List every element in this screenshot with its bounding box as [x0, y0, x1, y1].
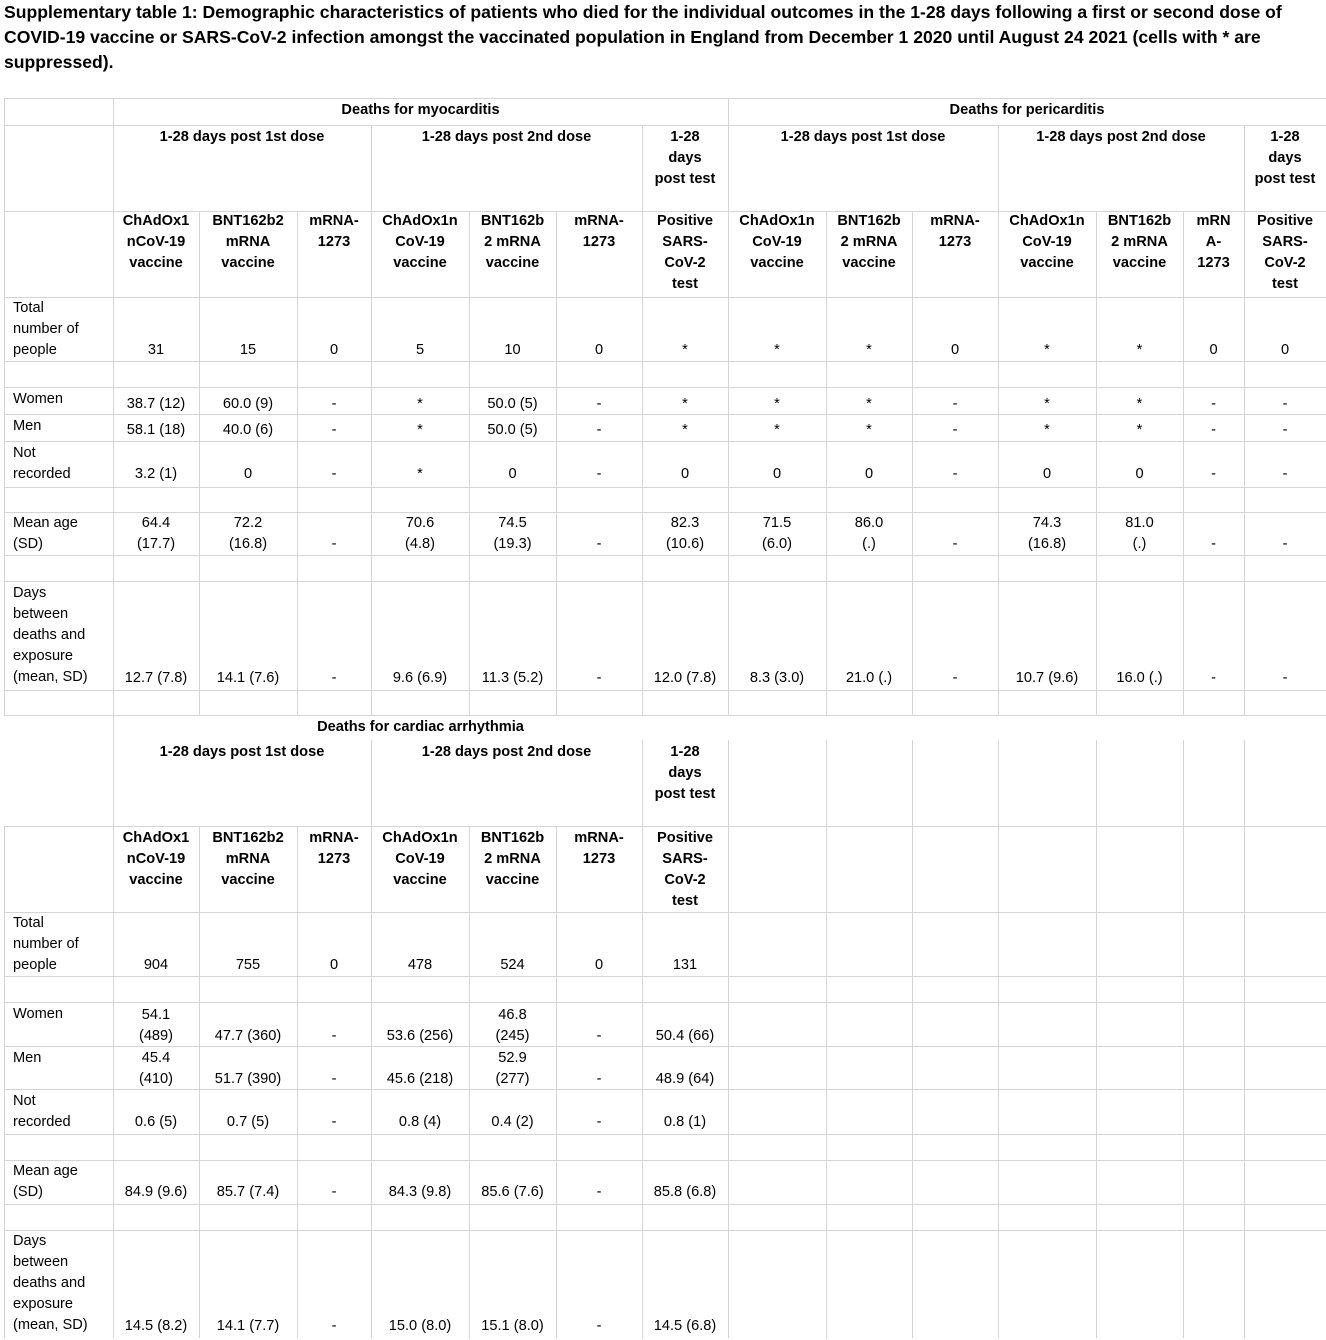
table-cell: 50.4 (66)	[655, 1028, 715, 1044]
grid-line	[469, 826, 470, 1338]
column-header: test	[1272, 276, 1298, 292]
column-header: ChAdOx1n	[382, 213, 458, 229]
column-header: 2 mRNA	[840, 234, 898, 250]
row-label: number of	[13, 321, 79, 337]
column-header: SARS-	[662, 851, 708, 867]
table-cell: (16.8)	[1027, 536, 1067, 552]
column-header: vaccine	[842, 255, 896, 271]
period-header: post test	[654, 786, 716, 802]
column-header: vaccine	[129, 255, 183, 271]
grid-line	[998, 740, 999, 1338]
table-cell: *	[1136, 342, 1143, 358]
table-cell: -	[596, 1071, 602, 1087]
table-cell: 0	[950, 342, 960, 358]
table-cell: 82.3	[670, 515, 700, 531]
table-cell: 16.0 (.)	[1116, 670, 1163, 686]
row-label: between	[13, 1254, 69, 1270]
period-header: 1-28 days post 2nd dose	[1036, 129, 1206, 145]
table-cell: 0	[508, 466, 517, 482]
column-header: Positive	[1257, 213, 1313, 229]
section-title-arrhythmia: Deaths for cardiac arrhythmia	[317, 719, 524, 735]
table-cell: *	[417, 466, 423, 482]
row-label: Men	[13, 1050, 42, 1066]
grid-line	[4, 125, 1326, 126]
grid-line	[728, 740, 729, 1338]
table-cell: *	[866, 342, 872, 358]
table-cell: (17.7)	[136, 536, 176, 552]
table-cell: -	[331, 1114, 337, 1130]
table-cell: -	[1211, 466, 1216, 482]
table-cell: 58.1 (18)	[126, 422, 186, 438]
table-cell: -	[331, 422, 337, 438]
table-cell: 0	[772, 466, 782, 482]
column-header: CoV-2	[664, 872, 706, 888]
grid-line	[4, 414, 1326, 415]
table-cell: *	[774, 422, 780, 438]
column-header: ChAdOx1	[122, 213, 190, 229]
column-header: test	[672, 893, 698, 909]
table-cell: 755	[235, 957, 261, 973]
grid-line	[4, 690, 1326, 691]
table-cell: 15.0 (8.0)	[388, 1318, 452, 1334]
grid-line	[4, 361, 1326, 362]
row-label: Days	[13, 585, 47, 601]
grid-line	[4, 1160, 1326, 1161]
table-cell: *	[417, 396, 423, 412]
grid-line	[826, 740, 827, 1338]
table-cell: 0	[1135, 466, 1144, 482]
table-cell: 3.2 (1)	[134, 466, 178, 482]
table-cell: -	[1211, 670, 1216, 686]
table-cell: *	[1136, 396, 1143, 412]
grid-line	[4, 581, 1326, 582]
column-header: 1273	[317, 234, 351, 250]
table-cell: *	[866, 396, 872, 412]
column-header: mRNA-	[930, 213, 980, 229]
table-cell: 0	[680, 466, 690, 482]
table-cell: -	[331, 670, 337, 686]
column-header: ChAdOx1	[122, 830, 190, 846]
column-header: SARS-	[1262, 234, 1308, 250]
table-cell: -	[1282, 536, 1288, 552]
row-label: Not	[13, 445, 36, 461]
row-label: exposure	[13, 648, 74, 664]
period-header: 1-28 days post 1st dose	[780, 129, 946, 145]
period-header: 1-28	[1270, 129, 1300, 145]
grid-line	[912, 740, 913, 1338]
table-cell: 5	[415, 342, 425, 358]
grid-line	[371, 125, 372, 715]
table-cell: -	[952, 466, 958, 482]
period-header: post test	[654, 171, 716, 187]
grid-line	[1244, 740, 1245, 1338]
column-header: BNT162b	[1107, 213, 1172, 229]
table-cell: -	[1211, 422, 1216, 438]
table-cell: 0	[329, 957, 339, 973]
grid-line	[469, 211, 470, 715]
column-header: BNT162b	[480, 830, 545, 846]
grid-line	[4, 1134, 1326, 1135]
grid-line	[1183, 740, 1184, 1338]
column-header: mRNA-	[309, 213, 359, 229]
grid-line	[826, 211, 827, 715]
table-cell: 12.0 (7.8)	[653, 670, 717, 686]
table-cell: *	[866, 422, 872, 438]
table-caption: Supplementary table 1: Demographic characteristics of patients who died for the individual outcomes in the 1-28 days following a first or second dose of COVID-19 vaccine or SARS-CoV-2 infection amongst the vaccinated population in England from December 1 2020 until August 24 2021 (cells with * are suppressed).	[4, 2, 1282, 72]
row-label: (mean, SD)	[13, 1317, 88, 1333]
table-cell: 9.6 (6.9)	[392, 670, 448, 686]
row-label: people	[13, 957, 57, 973]
column-header: vaccine	[393, 872, 447, 888]
table-cell: 0.8 (1)	[663, 1114, 707, 1130]
column-header: CoV-2	[1264, 255, 1306, 271]
table-cell: -	[596, 466, 602, 482]
column-header: 2 mRNA	[484, 851, 541, 867]
table-cell: -	[1282, 422, 1288, 438]
grid-line	[4, 826, 5, 1338]
table-cell: (410)	[138, 1071, 174, 1087]
table-cell: 21.0 (.)	[845, 670, 893, 686]
table-cell: 45.4	[141, 1050, 171, 1066]
row-label: deaths and	[13, 1275, 86, 1291]
column-header: CoV-2	[664, 255, 706, 271]
column-header: vaccine	[129, 872, 183, 888]
table-cell: 60.0 (9)	[222, 396, 274, 412]
column-header: Positive	[657, 213, 713, 229]
row-label: (SD)	[13, 536, 43, 552]
grid-line	[4, 1002, 1326, 1003]
column-header: A-	[1205, 234, 1222, 250]
row-label: exposure	[13, 1296, 74, 1312]
column-header: vaccine	[1112, 255, 1167, 271]
table-cell: -	[596, 396, 602, 412]
row-label: Mean age	[13, 515, 78, 531]
table-cell: 84.3 (9.8)	[388, 1184, 452, 1200]
column-header: ChAdOx1n	[1009, 213, 1085, 229]
table-cell: *	[774, 396, 780, 412]
row-label: Total	[13, 300, 44, 316]
grid-line	[1096, 211, 1097, 715]
table-cell: 48.9 (64)	[655, 1071, 715, 1087]
table-cell: 51.7 (390)	[214, 1071, 282, 1087]
table-cell: -	[331, 1184, 337, 1200]
row-label: Days	[13, 1233, 47, 1249]
grid-line	[4, 715, 1326, 716]
table-cell: *	[774, 342, 780, 358]
table-cell: (489)	[138, 1028, 174, 1044]
grid-line	[998, 125, 999, 715]
row-label: Women	[13, 391, 64, 407]
table-cell: (10.6)	[665, 536, 705, 552]
table-cell: *	[682, 342, 688, 358]
row-label: between	[13, 606, 69, 622]
table-cell: (245)	[495, 1028, 530, 1044]
grid-line	[642, 125, 643, 715]
table-cell: -	[1282, 396, 1288, 412]
table-cell: 31	[147, 342, 165, 358]
column-header: mRN	[1196, 213, 1231, 229]
table-cell: 131	[672, 957, 698, 973]
grid-line	[4, 976, 1326, 977]
table-cell: 64.4	[141, 515, 171, 531]
column-header: mRNA-	[574, 830, 624, 846]
period-header: 1-28 days post 2nd dose	[421, 129, 592, 145]
row-label: Mean age	[13, 1163, 78, 1179]
table-cell: -	[596, 1318, 602, 1334]
column-header: CoV-19	[395, 234, 445, 250]
table-cell: 14.5 (6.8)	[653, 1318, 717, 1334]
period-header: 1-28	[670, 744, 700, 760]
column-header: 2 mRNA	[484, 234, 541, 250]
column-header: vaccine	[221, 255, 275, 271]
table-cell: 8.3 (3.0)	[749, 670, 805, 686]
column-header: 1273	[317, 851, 351, 867]
table-cell: 15	[239, 342, 257, 358]
table-cell: -	[1282, 670, 1288, 686]
table-cell: -	[1211, 536, 1216, 552]
table-cell: 524	[500, 957, 525, 973]
grid-line	[912, 211, 913, 715]
table-cell: *	[1044, 396, 1050, 412]
table-cell: 81.0	[1125, 515, 1154, 531]
table-cell: *	[682, 396, 688, 412]
table-cell: -	[331, 396, 337, 412]
table-cell: (6.0)	[761, 536, 793, 552]
row-label: (SD)	[13, 1184, 43, 1200]
period-header: days	[668, 765, 702, 781]
column-header: CoV-19	[395, 851, 445, 867]
grid-line	[113, 98, 114, 715]
table-cell: 0	[1042, 466, 1052, 482]
table-cell: 0	[329, 342, 339, 358]
table-cell: (4.8)	[404, 536, 436, 552]
column-header: vaccine	[221, 872, 275, 888]
table-cell: -	[596, 1184, 602, 1200]
table-cell: 0	[1209, 342, 1218, 358]
period-header: post test	[1254, 171, 1316, 187]
column-header: 1273	[1197, 255, 1230, 271]
table-cell: 0	[243, 466, 253, 482]
table-cell: *	[1044, 422, 1050, 438]
row-label: (mean, SD)	[13, 669, 88, 685]
table-cell: 14.1 (7.6)	[216, 670, 280, 686]
grid-line	[4, 297, 1326, 298]
table-cell: 52.9	[498, 1050, 527, 1066]
section-title-myocarditis: Deaths for myocarditis	[341, 102, 500, 118]
row-label: recorded	[13, 1114, 71, 1130]
column-header: BNT162b2	[212, 213, 284, 229]
column-header: BNT162b2	[212, 830, 284, 846]
table-cell: (.)	[862, 536, 876, 552]
table-cell: -	[596, 536, 602, 552]
column-header: SARS-	[662, 234, 708, 250]
table-cell: (19.3)	[493, 536, 532, 552]
table-cell: 0.7 (5)	[226, 1114, 270, 1130]
grid-line	[728, 98, 729, 715]
column-header: BNT162b	[837, 213, 901, 229]
column-header: ChAdOx1n	[739, 213, 815, 229]
table-cell: -	[952, 536, 958, 552]
table-cell: 47.7 (360)	[214, 1028, 282, 1044]
table-cell: 71.5	[762, 515, 792, 531]
column-header: 1273	[582, 851, 616, 867]
table-cell: 74.5	[498, 515, 527, 531]
table-cell: 40.0 (6)	[222, 422, 274, 438]
row-label: recorded	[13, 466, 71, 482]
column-header: 1273	[938, 234, 972, 250]
table-cell: 86.0	[854, 515, 884, 531]
column-header: mRNA	[225, 234, 271, 250]
table-cell: 0.6 (5)	[134, 1114, 178, 1130]
grid-line	[1244, 125, 1245, 715]
table-cell: (277)	[495, 1071, 530, 1087]
table-cell: -	[331, 466, 337, 482]
column-header: CoV-19	[1022, 234, 1072, 250]
period-header: days	[1268, 150, 1302, 166]
column-header: mRNA-	[309, 830, 359, 846]
period-header: 1-28 days post 2nd dose	[421, 744, 592, 760]
table-cell: -	[596, 1114, 602, 1130]
table-cell: 15.1 (8.0)	[481, 1318, 544, 1334]
column-header: nCoV-19	[126, 851, 186, 867]
table-cell: -	[331, 1318, 337, 1334]
period-header: days	[668, 150, 702, 166]
table-cell: 84.9 (9.6)	[124, 1184, 188, 1200]
grid-line	[1096, 740, 1097, 1338]
grid-line	[556, 826, 557, 1338]
grid-line	[199, 826, 200, 1338]
column-header: mRNA-	[574, 213, 624, 229]
period-header: 1-28	[670, 129, 700, 145]
period-header: 1-28 days post 1st dose	[159, 744, 325, 760]
column-header: CoV-19	[752, 234, 802, 250]
grid-line	[4, 487, 1326, 488]
column-header: vaccine	[485, 255, 540, 271]
column-header: nCoV-19	[126, 234, 186, 250]
table-cell: 10.7 (9.6)	[1015, 670, 1079, 686]
table-cell: 46.8	[498, 1007, 527, 1023]
grid-line	[556, 211, 557, 715]
grid-line	[4, 441, 1326, 442]
table-cell: *	[1136, 422, 1143, 438]
table-cell: 53.6 (256)	[386, 1028, 454, 1044]
column-header: ChAdOx1n	[382, 830, 458, 846]
table-cell: 74.3	[1032, 515, 1062, 531]
table-cell: 0	[864, 466, 874, 482]
table-cell: *	[1044, 342, 1050, 358]
table-cell: -	[952, 670, 958, 686]
table-cell: 0	[594, 957, 604, 973]
table-cell: 11.3 (5.2)	[481, 670, 544, 686]
table-cell: 14.1 (7.7)	[216, 1318, 280, 1334]
table-cell: -	[331, 1028, 337, 1044]
table-cell: -	[1282, 466, 1288, 482]
table-cell: 38.7 (12)	[126, 396, 186, 412]
table-cell: *	[417, 422, 423, 438]
grid-line	[4, 1230, 1326, 1231]
table-cell: (.)	[1132, 536, 1147, 552]
row-label: number of	[13, 936, 79, 952]
grid-line	[113, 715, 114, 1338]
grid-line	[1183, 211, 1184, 715]
column-header: vaccine	[1020, 255, 1074, 271]
table-cell: 70.6	[405, 515, 435, 531]
table-cell: 12.7 (7.8)	[124, 670, 188, 686]
table-cell: 10	[504, 342, 521, 358]
column-header: test	[672, 276, 698, 292]
table-cell: 85.8 (6.8)	[653, 1184, 717, 1200]
table-cell: 478	[407, 957, 433, 973]
row-label: Men	[13, 418, 42, 434]
column-header: mRNA	[225, 851, 271, 867]
grid-line	[371, 740, 372, 1338]
table-cell: 14.5 (8.2)	[124, 1318, 188, 1334]
table-cell: 54.1	[141, 1007, 171, 1023]
table-cell: -	[596, 670, 602, 686]
table-cell: 85.7 (7.4)	[216, 1184, 280, 1200]
grid-line	[4, 826, 1326, 827]
table-cell: 50.0 (5)	[487, 396, 538, 412]
table-cell: 72.2	[233, 515, 263, 531]
grid-line	[642, 740, 643, 1338]
column-header: vaccine	[393, 255, 447, 271]
table-cell: *	[682, 422, 688, 438]
column-header: 1273	[582, 234, 616, 250]
table-cell: -	[952, 422, 958, 438]
table-cell: 85.6 (7.6)	[481, 1184, 544, 1200]
section-title-pericarditis: Deaths for pericarditis	[949, 102, 1105, 118]
grid-line	[4, 98, 5, 715]
table-cell: -	[331, 536, 337, 552]
row-label: people	[13, 342, 57, 358]
grid-line	[4, 912, 1326, 913]
column-header: Positive	[657, 830, 713, 846]
grid-line	[4, 1204, 1326, 1205]
table-cell: 0	[1280, 342, 1290, 358]
table-cell: 45.6 (218)	[386, 1071, 454, 1087]
grid-line	[4, 387, 1326, 388]
table-cell: 0.8 (4)	[398, 1114, 442, 1130]
period-header: 1-28 days post 1st dose	[159, 129, 325, 145]
column-header: vaccine	[750, 255, 804, 271]
row-label: Not	[13, 1093, 36, 1109]
table-cell: -	[1211, 396, 1216, 412]
row-label: Women	[13, 1006, 64, 1022]
grid-line	[199, 211, 200, 715]
column-header: BNT162b	[480, 213, 545, 229]
column-header: 2 mRNA	[1111, 234, 1168, 250]
table-cell: -	[596, 1028, 602, 1044]
grid-line	[297, 826, 298, 1338]
table-cell: 0	[594, 342, 604, 358]
grid-line	[297, 211, 298, 715]
table-cell: 0.4 (2)	[491, 1114, 534, 1130]
column-header: vaccine	[485, 872, 540, 888]
table-cell: -	[331, 1071, 337, 1087]
table-cell: (16.8)	[228, 536, 268, 552]
row-label: Total	[13, 915, 44, 931]
table-cell: -	[952, 396, 958, 412]
row-label: deaths and	[13, 627, 86, 643]
table-cell: 50.0 (5)	[487, 422, 538, 438]
grid-line	[4, 98, 1326, 99]
table-cell: 904	[143, 957, 169, 973]
grid-line	[4, 555, 1326, 556]
table-cell: -	[596, 422, 602, 438]
